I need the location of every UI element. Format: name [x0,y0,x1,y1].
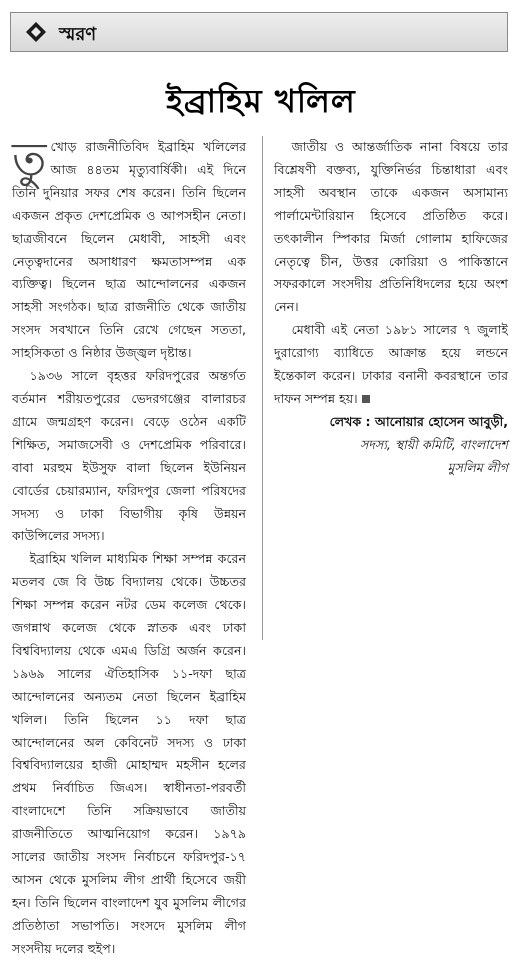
article-paragraph: তুখোড় রাজনীতিবিদ ইব্রাহিম খলিলের আজ ৪৪তম মৃত্যুবার্ষিকী। এই দিনে তিনি দুনিয়ার সফর শেষ করেন। তিনি ছিলেন একজন প্রকৃত দেশপ্রেমিক ও আপসহীন নেতা। ছাত্রজীবনে ছিলেন মেধাবী, সাহসী এবং নেতৃত্বদানের অসাধারণ ক্ষমতাসম্পন্ন এক ব্যক্তিত্ব। ছিলেন ছাত্র আন্দোলনের একজন সাহসী সংগঠক। ছাত্র রাজনীতি থেকে জাতীয় সংসদ সবখানে তিনি রেখে গেছেন সততা, সাহসিকতা ও নিষ্ঠার উজ্জ্বল দৃষ্টান্ত। [12,132,246,361]
author-org: মুসলিম লীগ [447,459,508,475]
author-label: লেখক : আনোয়ার হোসেন আবুড়ী, [329,413,508,429]
article-paragraph: ১৯৩৬ সালে বৃহত্তর ফরিদপুরের অন্তর্গত বর্তমান শরীয়তপুরের ভেদরগঞ্জের বালারচর গ্রামে জন্মগ্রহণ করেন। বেড়ে ওঠেন একটি শিক্ষিত, সমাজসেবী ও দেশপ্রেমিক পরিবারে। বাবা মরহুম ইউসুফ বালা ছিলেন ইউনিয়ন বোর্ডের চেয়ারম্যান, ফরিদপুর জেলা পরিষদের সদস্য ও ঢাকা বিভাগীয় কৃষি উন্নয়ন কাউন্সিলের সদস্য। [12,368,246,544]
article-column-left [12,132,246,961]
section-banner [10,12,508,52]
article-paragraph: জাতীয় ও আন্তর্জাতিক নানা বিষয়ে তার বিশ্লেষণী বক্তব্য, যুক্তিনির্ভর চিন্তাধারা এবং সাহসী অবস্থান তাকে একজন অসামান্য পার্লামেন্টারিয়ান হিসেবে প্রতিষ্ঠিত করে। তৎকালীন স্পিকার মির্জা গোলাম হাফিজের নেতৃত্বে চীন, উত্তর কোরিয়া ও পাকিস্তানে সফরকালে সংসদীয় প্রতিনিধিদলের হয়ে অংশ নেন। [274,139,508,315]
author-credit [274,411,508,480]
article-column-right [274,136,508,480]
author-role: সদস্য, স্থায়ী কমিটি, বাংলাদেশ [359,436,508,452]
drop-cap: তু [12,132,47,186]
diamond-icon [25,21,47,43]
article-paragraph: মেধাবী এই নেতা ১৯৮১ সালের ৭ জুলাই দুরারোগ্য ব্যাধিতে আক্রান্ত হয়ে লন্ডনে ইন্তেকাল করেন। ঢাকার বনানী কবরস্থানে তার দাফন সম্পন্ন হয়। [274,322,508,406]
article-headline: ইব্রাহিম খলিল [166,82,356,120]
article-paragraph-continued: ইব্রাহিম খলিল মাধ্যমিক শিক্ষা সম্পন্ন করেন মতলব জে বি উচ্চ বিদ্যালয় থেকে। উচ্চতর শিক্ষা সম্পন্ন করেন নটর ডেম কলেজ থেকে। জগন্নাথ কলেজ থেকে স্নাতক এবং ঢাকা বিশ্ববিদ্যালয় থেকে এমএ ডিগ্রি অর্জন করেন। ১৯৬৯ সালের ঐতিহাসিক ১১-দফা ছাত্র আন্দোলনের অন্যতম নেতা ছিলেন ইব্রাহিম খলিল। তিনি ছিলেন ১১ দফা ছাত্র আন্দোলনের অল কেবিনেট সদস্য ও ঢাকা বিশ্ববিদ্যালয়ের হাজী মোহাম্মদ মহসীন হলের প্রথম নির্বাচিত জিএস। স্বাধীনতা-পরবর্তী বাংলাদেশে তিনি সক্রিয়ভাবে জাতীয় রাজনীতিতে আত্মনিয়োগ করেন। ১৯৭৯ সালের জাতীয় সংসদ নির্বাচনে ফরিদপুর-১৭ আসন থেকে মুসলিম লীগ প্রার্থী হিসেবে জয়ী হন। তিনি ছিলেন বাংলাদেশ যুব মুসলিম লীগের প্রতিষ্ঠাতা সভাপতি। সংসদে মুসলিম লীগ সংসদীয় দলের হুইপ। [12,551,246,956]
section-title: স্মরণ [59,24,97,45]
column-divider [262,136,263,640]
end-mark-icon [362,395,370,403]
